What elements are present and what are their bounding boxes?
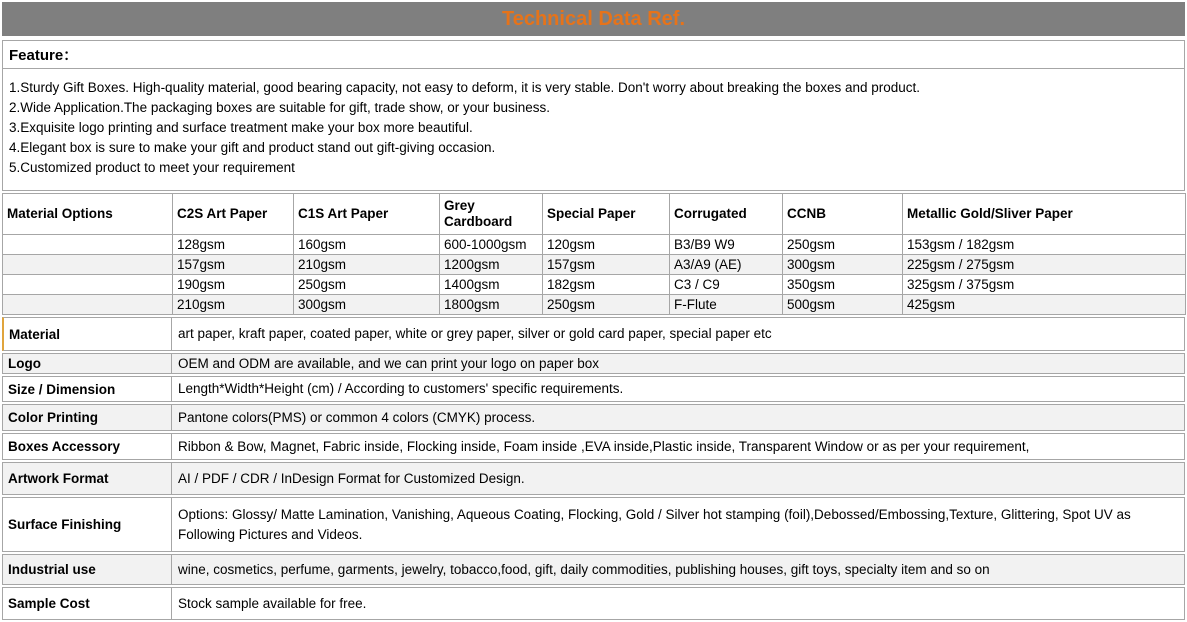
table-cell: C3 / C9 bbox=[670, 275, 783, 295]
table-cell: F-Flute bbox=[670, 295, 783, 315]
spec-label: Color Printing bbox=[3, 405, 172, 430]
spec-value: AI / PDF / CDR / InDesign Format for Customized Design. bbox=[178, 470, 525, 486]
materials-row-1 bbox=[3, 235, 1186, 255]
table-cell bbox=[3, 275, 173, 295]
technical-data-sheet bbox=[2, 2, 1185, 620]
table-cell bbox=[3, 295, 173, 315]
spec-row-boxes-accessory bbox=[2, 433, 1185, 460]
materials-row-2 bbox=[3, 255, 1186, 275]
table-cell: 1800gsm bbox=[440, 295, 543, 315]
table-cell: 1400gsm bbox=[440, 275, 543, 295]
column-header-c1s-art-paper: C1S Art Paper bbox=[294, 194, 440, 235]
table-cell: 153gsm / 182gsm bbox=[903, 235, 1186, 255]
table-cell: 182gsm bbox=[543, 275, 670, 295]
materials-row-3 bbox=[3, 275, 1186, 295]
feature-section bbox=[2, 40, 1185, 191]
table-cell: 120gsm bbox=[543, 235, 670, 255]
table-cell: 350gsm bbox=[783, 275, 903, 295]
page-title: Technical Data Ref. bbox=[501, 7, 686, 30]
table-cell: 300gsm bbox=[294, 295, 440, 315]
table-cell: A3/A9 (AE) bbox=[670, 255, 783, 275]
table-cell bbox=[3, 255, 173, 275]
table-cell: 600-1000gsm bbox=[440, 235, 543, 255]
feature-heading: Feature： bbox=[3, 41, 1184, 69]
table-cell: 1200gsm bbox=[440, 255, 543, 275]
material-options-table bbox=[2, 193, 1186, 315]
table-cell bbox=[3, 235, 173, 255]
table-cell: 500gsm bbox=[783, 295, 903, 315]
table-cell: 157gsm bbox=[173, 255, 294, 275]
spec-row-sample-cost bbox=[2, 587, 1185, 620]
spec-value: Length*Width*Height (cm) / According to customers' specific requirements. bbox=[178, 381, 624, 396]
spec-value: OEM and ODM are available, and we can print your logo on paper box bbox=[178, 355, 599, 371]
table-cell: 300gsm bbox=[783, 255, 903, 275]
column-header-special-paper: Special Paper bbox=[543, 194, 670, 235]
table-cell: 425gsm bbox=[903, 295, 1186, 315]
spec-row-artwork-format bbox=[2, 462, 1185, 495]
materials-header-row bbox=[3, 194, 1186, 235]
spec-value: wine, cosmetics, perfume, garments, jewelry, tobacco,food, gift, daily commodities, publishing houses, gift toys, specialty item and so on bbox=[178, 561, 990, 577]
feature-item-3: 3.Exquisite logo printing and surface treatment make your box more beautiful. bbox=[9, 120, 473, 135]
spec-label: Sample Cost bbox=[3, 588, 172, 619]
column-header-c2s-art-paper: C2S Art Paper bbox=[173, 194, 294, 235]
spec-row-industrial-use bbox=[2, 554, 1185, 585]
table-cell: 128gsm bbox=[173, 235, 294, 255]
spec-label: Boxes Accessory bbox=[3, 434, 172, 459]
feature-item-5: 5.Customized product to meet your requirement bbox=[9, 160, 295, 175]
spec-row-material bbox=[2, 317, 1185, 351]
column-header-ccnb: CCNB bbox=[783, 194, 903, 235]
table-cell: 325gsm / 375gsm bbox=[903, 275, 1186, 295]
spec-label: Industrial use bbox=[3, 555, 172, 584]
spec-row-logo bbox=[2, 353, 1185, 374]
spec-row-color-printing bbox=[2, 404, 1185, 431]
spec-value: Ribbon & Bow, Magnet, Fabric inside, Flocking inside, Foam inside ,EVA inside,Plastic inside, Transparent Window or as per your requirement, bbox=[178, 438, 1030, 454]
feature-item-1: 1.Sturdy Gift Boxes. High-quality material, good bearing capacity, not easy to deform, it is very stable. Don't worry about breaking the boxes and product. bbox=[9, 80, 921, 95]
table-cell: 250gsm bbox=[294, 275, 440, 295]
spec-label: Logo bbox=[3, 354, 172, 373]
spec-label: Material bbox=[4, 318, 172, 350]
table-cell: 157gsm bbox=[543, 255, 670, 275]
spec-label: Surface Finishing bbox=[3, 498, 172, 551]
column-header-metallic-paper: Metallic Gold/Sliver Paper bbox=[903, 194, 1186, 235]
table-cell: 250gsm bbox=[543, 295, 670, 315]
title-bar bbox=[2, 2, 1185, 36]
spec-row-surface-finishing bbox=[2, 497, 1185, 552]
table-cell: 250gsm bbox=[783, 235, 903, 255]
materials-row-4 bbox=[3, 295, 1186, 315]
column-header-grey-cardboard: Grey Cardboard bbox=[440, 194, 543, 235]
spec-value: Pantone colors(PMS) or common 4 colors (CMYK) process. bbox=[178, 409, 536, 425]
feature-list bbox=[3, 69, 1184, 190]
spec-value: Options: Glossy/ Matte Lamination, Vanishing, Aqueous Coating, Flocking, Gold / Silver hot stamping (foil),Debossed/Embossing,Texture, Glittering, Spot UV as Following Pictures and Videos. bbox=[178, 506, 1131, 542]
spec-label: Size / Dimension bbox=[3, 377, 172, 401]
spec-table bbox=[2, 317, 1185, 620]
spec-value: art paper, kraft paper, coated paper, white or grey paper, silver or gold card paper, special paper etc bbox=[178, 326, 772, 341]
column-header-corrugated: Corrugated bbox=[670, 194, 783, 235]
column-header-material-options: Material Options bbox=[3, 194, 173, 235]
spec-value: Stock sample available for free. bbox=[178, 595, 367, 611]
spec-row-size-dimension bbox=[2, 376, 1185, 402]
table-cell: 190gsm bbox=[173, 275, 294, 295]
feature-item-2: 2.Wide Application.The packaging boxes are suitable for gift, trade show, or your business. bbox=[9, 100, 551, 115]
table-cell: 210gsm bbox=[294, 255, 440, 275]
feature-item-4: 4.Elegant box is sure to make your gift and product stand out gift-giving occasion. bbox=[9, 140, 496, 155]
table-cell: B3/B9 W9 bbox=[670, 235, 783, 255]
table-cell: 225gsm / 275gsm bbox=[903, 255, 1186, 275]
table-cell: 210gsm bbox=[173, 295, 294, 315]
spec-label: Artwork Format bbox=[3, 463, 172, 494]
table-cell: 160gsm bbox=[294, 235, 440, 255]
